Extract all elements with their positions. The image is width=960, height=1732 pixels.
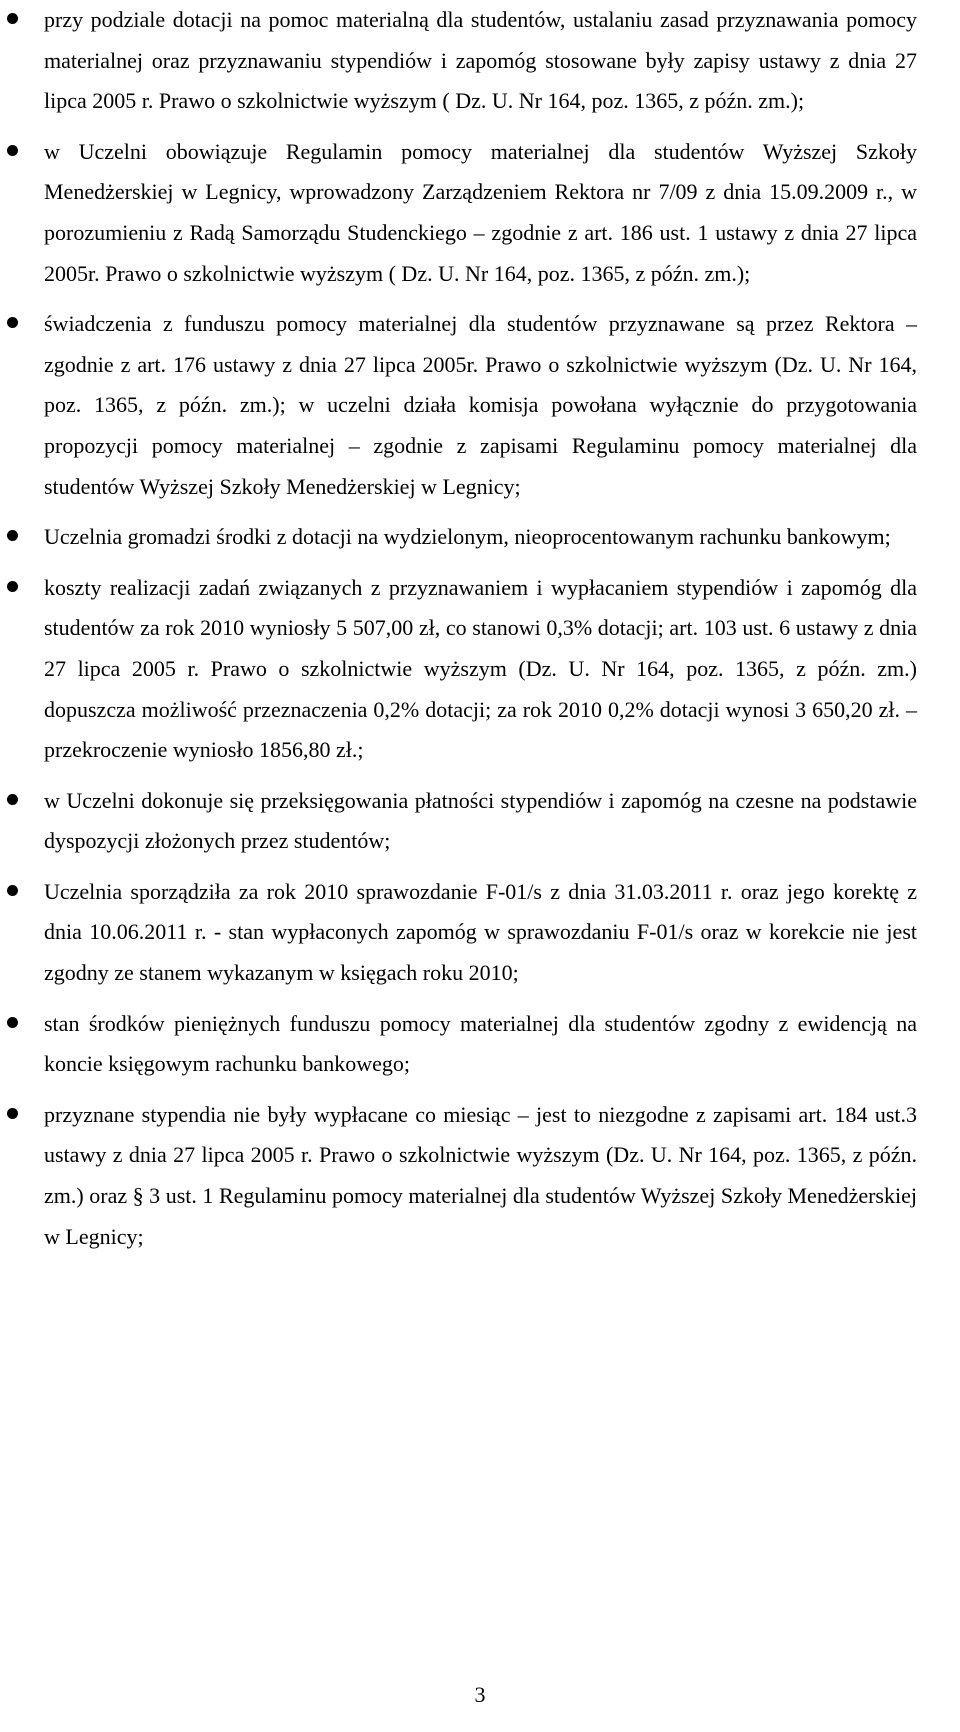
list-item-text: Uczelnia gromadzi środki z dotacji na wydzielonym, nieoprocentowanym rachunku bankowym; — [44, 524, 891, 550]
list-item — [0, 1095, 917, 1257]
list-item — [0, 568, 917, 771]
bullet-icon — [7, 1017, 18, 1028]
list-item-text: w Uczelni obowiązuje Regulamin pomocy materialnej dla studentów Wyższej Szkoły Menedżerskiej w Legnicy, wprowadzony Zarządzeniem Rektora nr 7/09 z dnia 15.09.2009 r., w porozumieniu z Radą Samorządu Studenckiego – zgodnie z art. 186 ust. 1 ustawy z dnia 27 lipca 2005r. Prawo o szkolnictwie wyższym ( Dz. U. Nr 164, poz. 1365, z późn. zm.); — [44, 138, 917, 286]
bullet-icon — [7, 885, 18, 896]
bullet-icon — [7, 145, 18, 156]
list-item-text: przyznane stypendia nie były wypłacane co miesiąc – jest to niezgodne z zapisami art. 184 ust.3 ustawy z dnia 27 lipca 2005 r. Prawo o szkolnictwie wyższym (Dz. U. Nr 164, poz. 1365, z późn. zm.) oraz § 3 ust. 1 Regulaminu pomocy materialnej dla studentów Wyższej Szkoły Menedżerskiej w Legnicy; — [44, 1101, 917, 1249]
list-item — [0, 0, 917, 122]
list-item-text: świadczenia z funduszu pomocy materialnej dla studentów przyznawane są przez Rektora – zgodnie z art. 176 ustawy z dnia 27 lipca 2005r. Prawo o szkolnictwie wyższym (Dz. U. Nr 164, poz. 1365, z późn. zm.); w uczelni działa komisja powołana wyłącznie do przygotowania propozycji pomocy materialnej – zgodnie z zapisami Regulaminu pomocy materialnej dla studentów Wyższej Szkoły Menedżerskiej w Legnicy; — [44, 311, 917, 499]
list-item — [0, 304, 917, 507]
list-item — [0, 1004, 917, 1085]
bullet-icon — [7, 1108, 18, 1119]
bullet-icon — [7, 530, 18, 541]
list-item — [0, 132, 917, 294]
bullet-icon — [7, 13, 18, 24]
page-number: 3 — [474, 1682, 486, 1707]
bullet-icon — [7, 794, 18, 805]
list-item-text: w Uczelni dokonuje się przeksięgowania płatności stypendiów i zapomóg na czesne na podstawie dyspozycji złożonych przez studentów; — [44, 787, 917, 854]
list-item — [0, 781, 917, 862]
list-item — [0, 872, 917, 994]
list-item-text: koszty realizacji zadań związanych z przyznawaniem i wypłacaniem stypendiów i zapomóg dla studentów za rok 2010 wyniosły 5 507,00 zł, co stanowi 0,3% dotacji; art. 103 ust. 6 ustawy z dnia 27 lipca 2005 r. Prawo o szkolnictwie wyższym (Dz. U. Nr 164, poz. 1365, z późn. zm.) dopuszcza możliwość przeznaczenia 0,2% dotacji; za rok 2010 0,2% dotacji wynosi 3 650,20 zł. – przekroczenie wyniosło 1856,80 zł.; — [44, 574, 917, 763]
list-item-text: Uczelnia sporządziła za rok 2010 sprawozdanie F-01/s z dnia 31.03.2011 r. oraz jego korektę z dnia 10.06.2011 r. - stan wypłaconych zapomóg w sprawozdaniu F-01/s oraz w korekcie nie jest zgodny ze stanem wykazanym w księgach roku 2010; — [44, 878, 917, 986]
list-item-text: przy podziale dotacji na pomoc materialną dla studentów, ustalaniu zasad przyznawania pomocy materialnej oraz przyznawaniu stypendiów i zapomóg stosowane były zapisy ustawy z dnia 27 lipca 2005 r. Prawo o szkolnictwie wyższym ( Dz. U. Nr 164, poz. 1365, z późn. zm.); — [44, 7, 917, 114]
list-item — [0, 517, 917, 558]
list-item-text: stan środków pieniężnych funduszu pomocy materialnej dla studentów zgodny z ewidencją na koncie księgowym rachunku bankowego; — [44, 1010, 917, 1077]
bullet-icon — [7, 317, 18, 328]
bullet-icon — [7, 581, 18, 592]
